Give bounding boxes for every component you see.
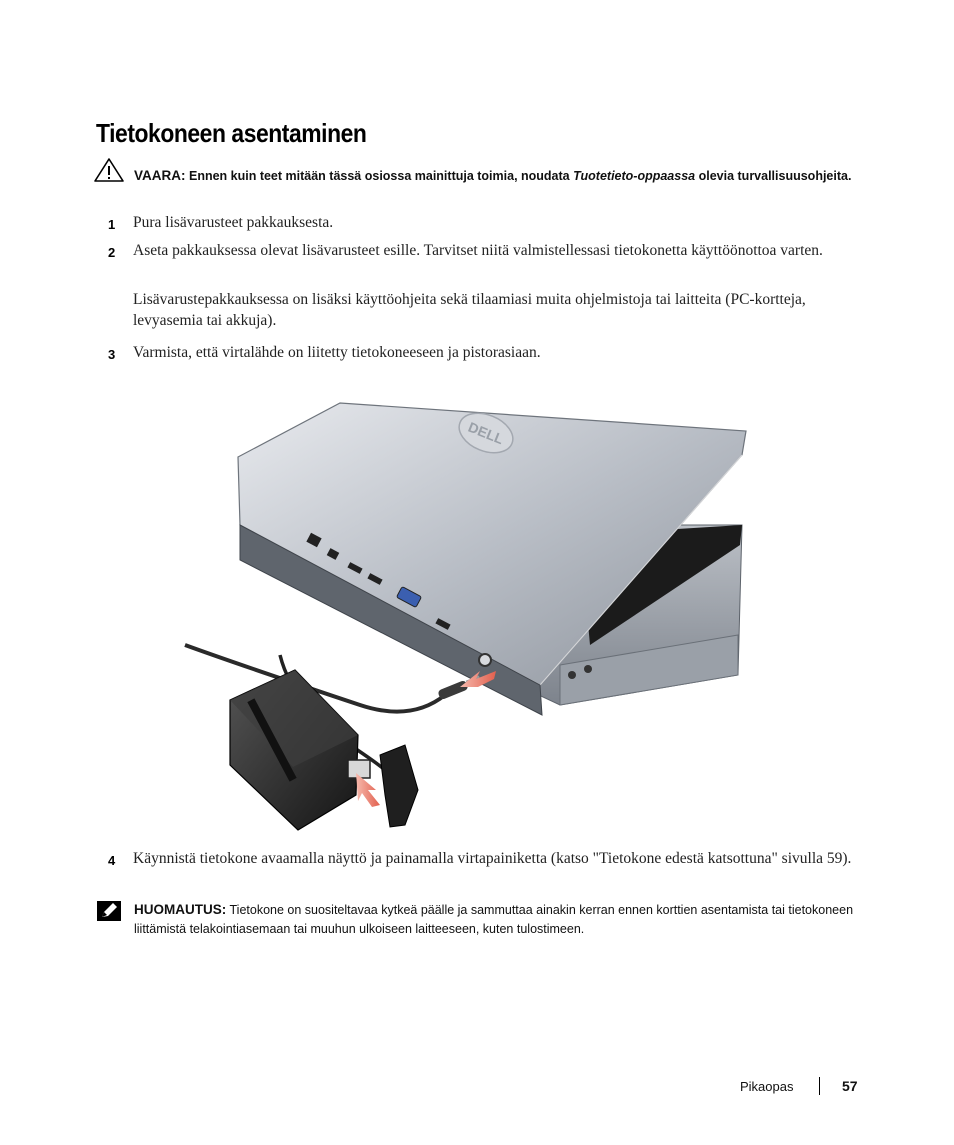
warning-italic-ref: Tuotetieto-oppaassa: [573, 169, 696, 183]
step-number: 3: [108, 347, 116, 362]
step-2-extra-paragraph: Lisävarustepakkauksessa on lisäksi käyttöohjeita sekä tilaamiasi muita ohjelmistoja tai laitteita (PC-kortteja, levyasemia tai akkuja).: [133, 291, 806, 329]
dell-logo-text: DELL: [466, 418, 506, 448]
ac-plug: [380, 745, 418, 827]
laptop-power-adapter-illustration: [180, 395, 750, 835]
footer-separator: [819, 1077, 820, 1095]
step-text: Aseta pakkauksessa olevat lisävarusteet esille. Tarvitset niitä valmistellessasi tietokonetta käyttöönottoa varten.: [133, 242, 823, 259]
step-text: Käynnistä tietokone avaamalla näyttö ja painamalla virtapainiketta (katso "Tietokone edestä katsottuna" sivulla 59).: [133, 850, 852, 867]
step-text: Varmista, että virtalähde on liitetty tietokoneeseen ja pistorasiaan.: [133, 344, 541, 361]
footer-section-name: Pikaopas: [740, 1079, 794, 1094]
note-pencil-icon: [96, 900, 122, 922]
step-text: Pura lisävarusteet pakkauksesta.: [133, 214, 334, 231]
warning-text-before: Ennen kuin teet mitään tässä osiossa mainittuja toimia, noudata: [188, 169, 570, 183]
dc-plug: [437, 680, 469, 701]
note-body: Tietokone on suositeltavaa kytkeä päälle ja sammuttaa ainakin kerran ennen korttien asentamista tai tietokoneen liittämistä telakointiasemaan tai muuhun ulkoiseen laitteeseen, kuten tulostimeen.: [134, 903, 854, 936]
warning-text-after: olevia turvallisuusohjeita.: [698, 169, 852, 183]
note-text: [134, 900, 864, 939]
page-title: Tietokoneen asentaminen: [96, 118, 367, 148]
audio-port: [568, 671, 576, 679]
step-number: 2: [108, 245, 116, 260]
step-number: 1: [108, 217, 116, 232]
warning-label: VAARA:: [134, 168, 186, 183]
warning-text: [134, 166, 864, 186]
audio-port: [584, 665, 592, 673]
step-number: 4: [108, 853, 116, 868]
ac-socket: [348, 760, 370, 778]
page-number: 57: [842, 1078, 858, 1094]
note-label: HUOMAUTUS:: [134, 902, 227, 917]
power-port: [479, 654, 491, 666]
warning-triangle-icon: [94, 158, 124, 182]
